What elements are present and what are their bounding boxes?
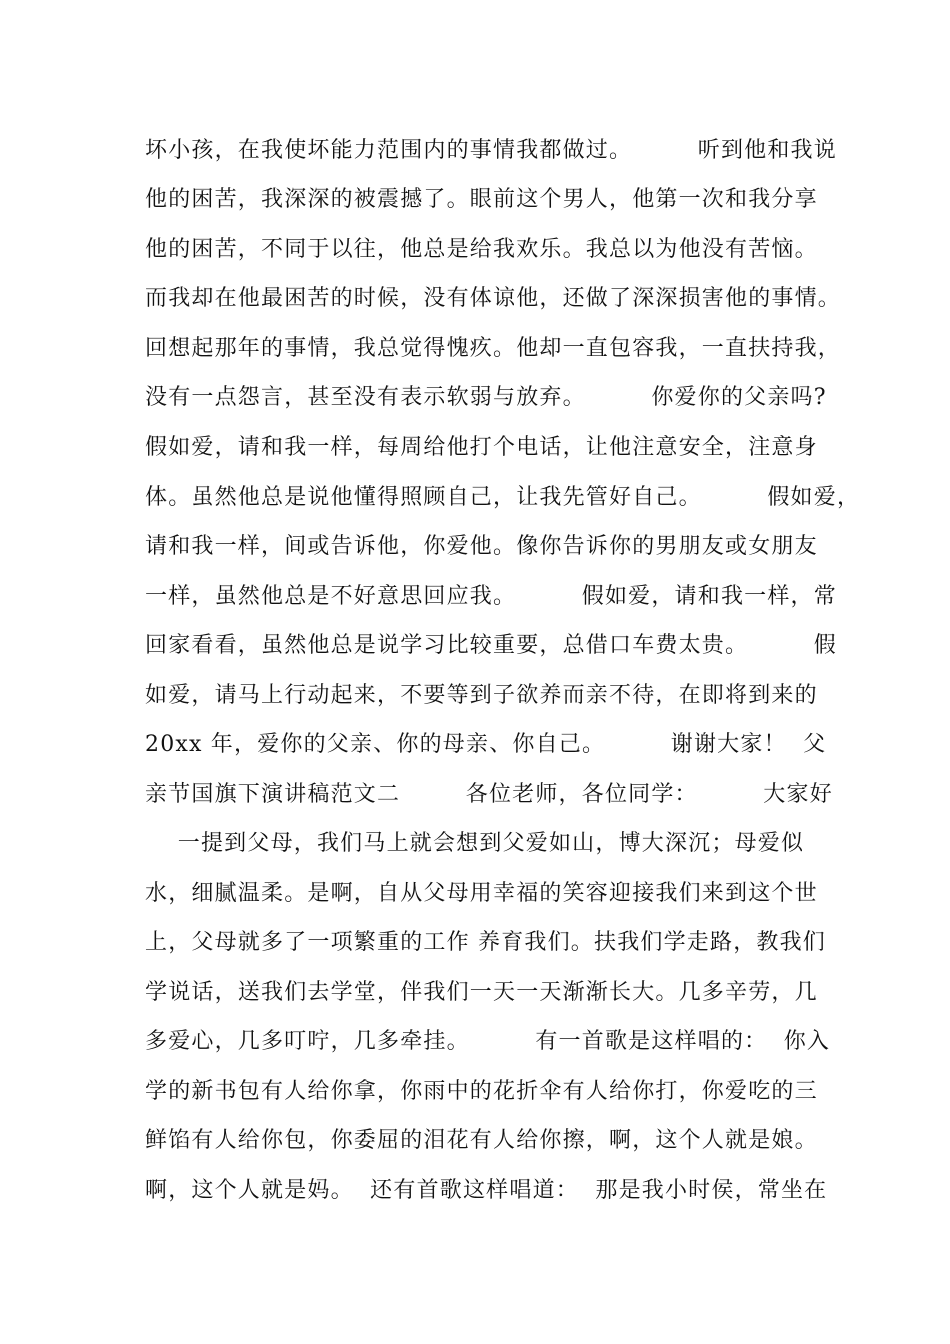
text-line: 回家看看，虽然他总是说学习比较重要，总借口车费太贵。 假 <box>145 633 837 658</box>
text-line: 一提到父母，我们马上就会想到父爱如山，博大深沉；母爱似 <box>145 831 805 856</box>
text-line: 亲节国旗下演讲稿范文二 各位老师，各位同学： 大家好 <box>145 782 833 807</box>
text-line: 回想起那年的事情，我总觉得愧疚。他却一直包容我，一直扶持我， <box>145 336 842 361</box>
text-line: 学说话，送我们去学堂，伴我们一天一天渐渐长大。几多辛劳，几 <box>145 980 818 1005</box>
text-line: 20xx 年，爱你的父亲、你的母亲、你自己。 谢谢大家！ 父 <box>145 732 827 757</box>
text-line: 假如爱，请和我一样，每周给他打个电话，让他注意安全，注意身 <box>145 435 818 460</box>
text-line: 而我却在他最困苦的时候，没有体谅他，还做了深深损害他的事情。 <box>145 286 842 311</box>
text-line: 如爱，请马上行动起来，不要等到子欲养而亲不待，在即将到来的 <box>145 683 818 708</box>
text-line: 没有一点怨言，甚至没有表示软弱与放弃。 你爱你的父亲吗? <box>145 385 827 410</box>
text-line: 水，细腻温柔。是啊，自从父母用幸福的笑容迎接我们来到这个世 <box>145 881 818 906</box>
text-line: 啊，这个人就是妈。 还有首歌这样唱道： 那是我小时侯，常坐在 <box>145 1178 828 1203</box>
text-line: 一样，虽然他总是不好意思回应我。 假如爱，请和我一样，常 <box>145 584 837 609</box>
text-line: 他的困苦，我深深的被震撼了。眼前这个男人，他第一次和我分享 <box>145 187 818 212</box>
text-line: 学的新书包有人给你拿，你雨中的花折伞有人给你打，你爱吃的三 <box>145 1079 818 1104</box>
text-line: 多爱心，几多叮咛，几多牵挂。 有一首歌是这样唱的： 你入 <box>145 1029 831 1054</box>
text-line: 体。虽然他总是说他懂得照顾自己，让我先管好自己。 假如爱， <box>145 485 861 510</box>
text-line: 坏小孩，在我使坏能力范围内的事情我都做过。 听到他和我说 <box>145 138 837 163</box>
text-line: 鲜馅有人给你包，你委屈的泪花有人给你擦，啊，这个人就是娘。 <box>145 1128 818 1153</box>
text-line: 上，父母就多了一项繁重的工作 养育我们。扶我们学走路，教我们 <box>145 930 826 955</box>
text-line: 请和我一样，间或告诉他，你爱他。像你告诉你的男朋友或女朋友 <box>145 534 818 559</box>
text-line: 他的困苦，不同于以往，他总是给我欢乐。我总以为他没有苦恼。 <box>145 237 818 262</box>
